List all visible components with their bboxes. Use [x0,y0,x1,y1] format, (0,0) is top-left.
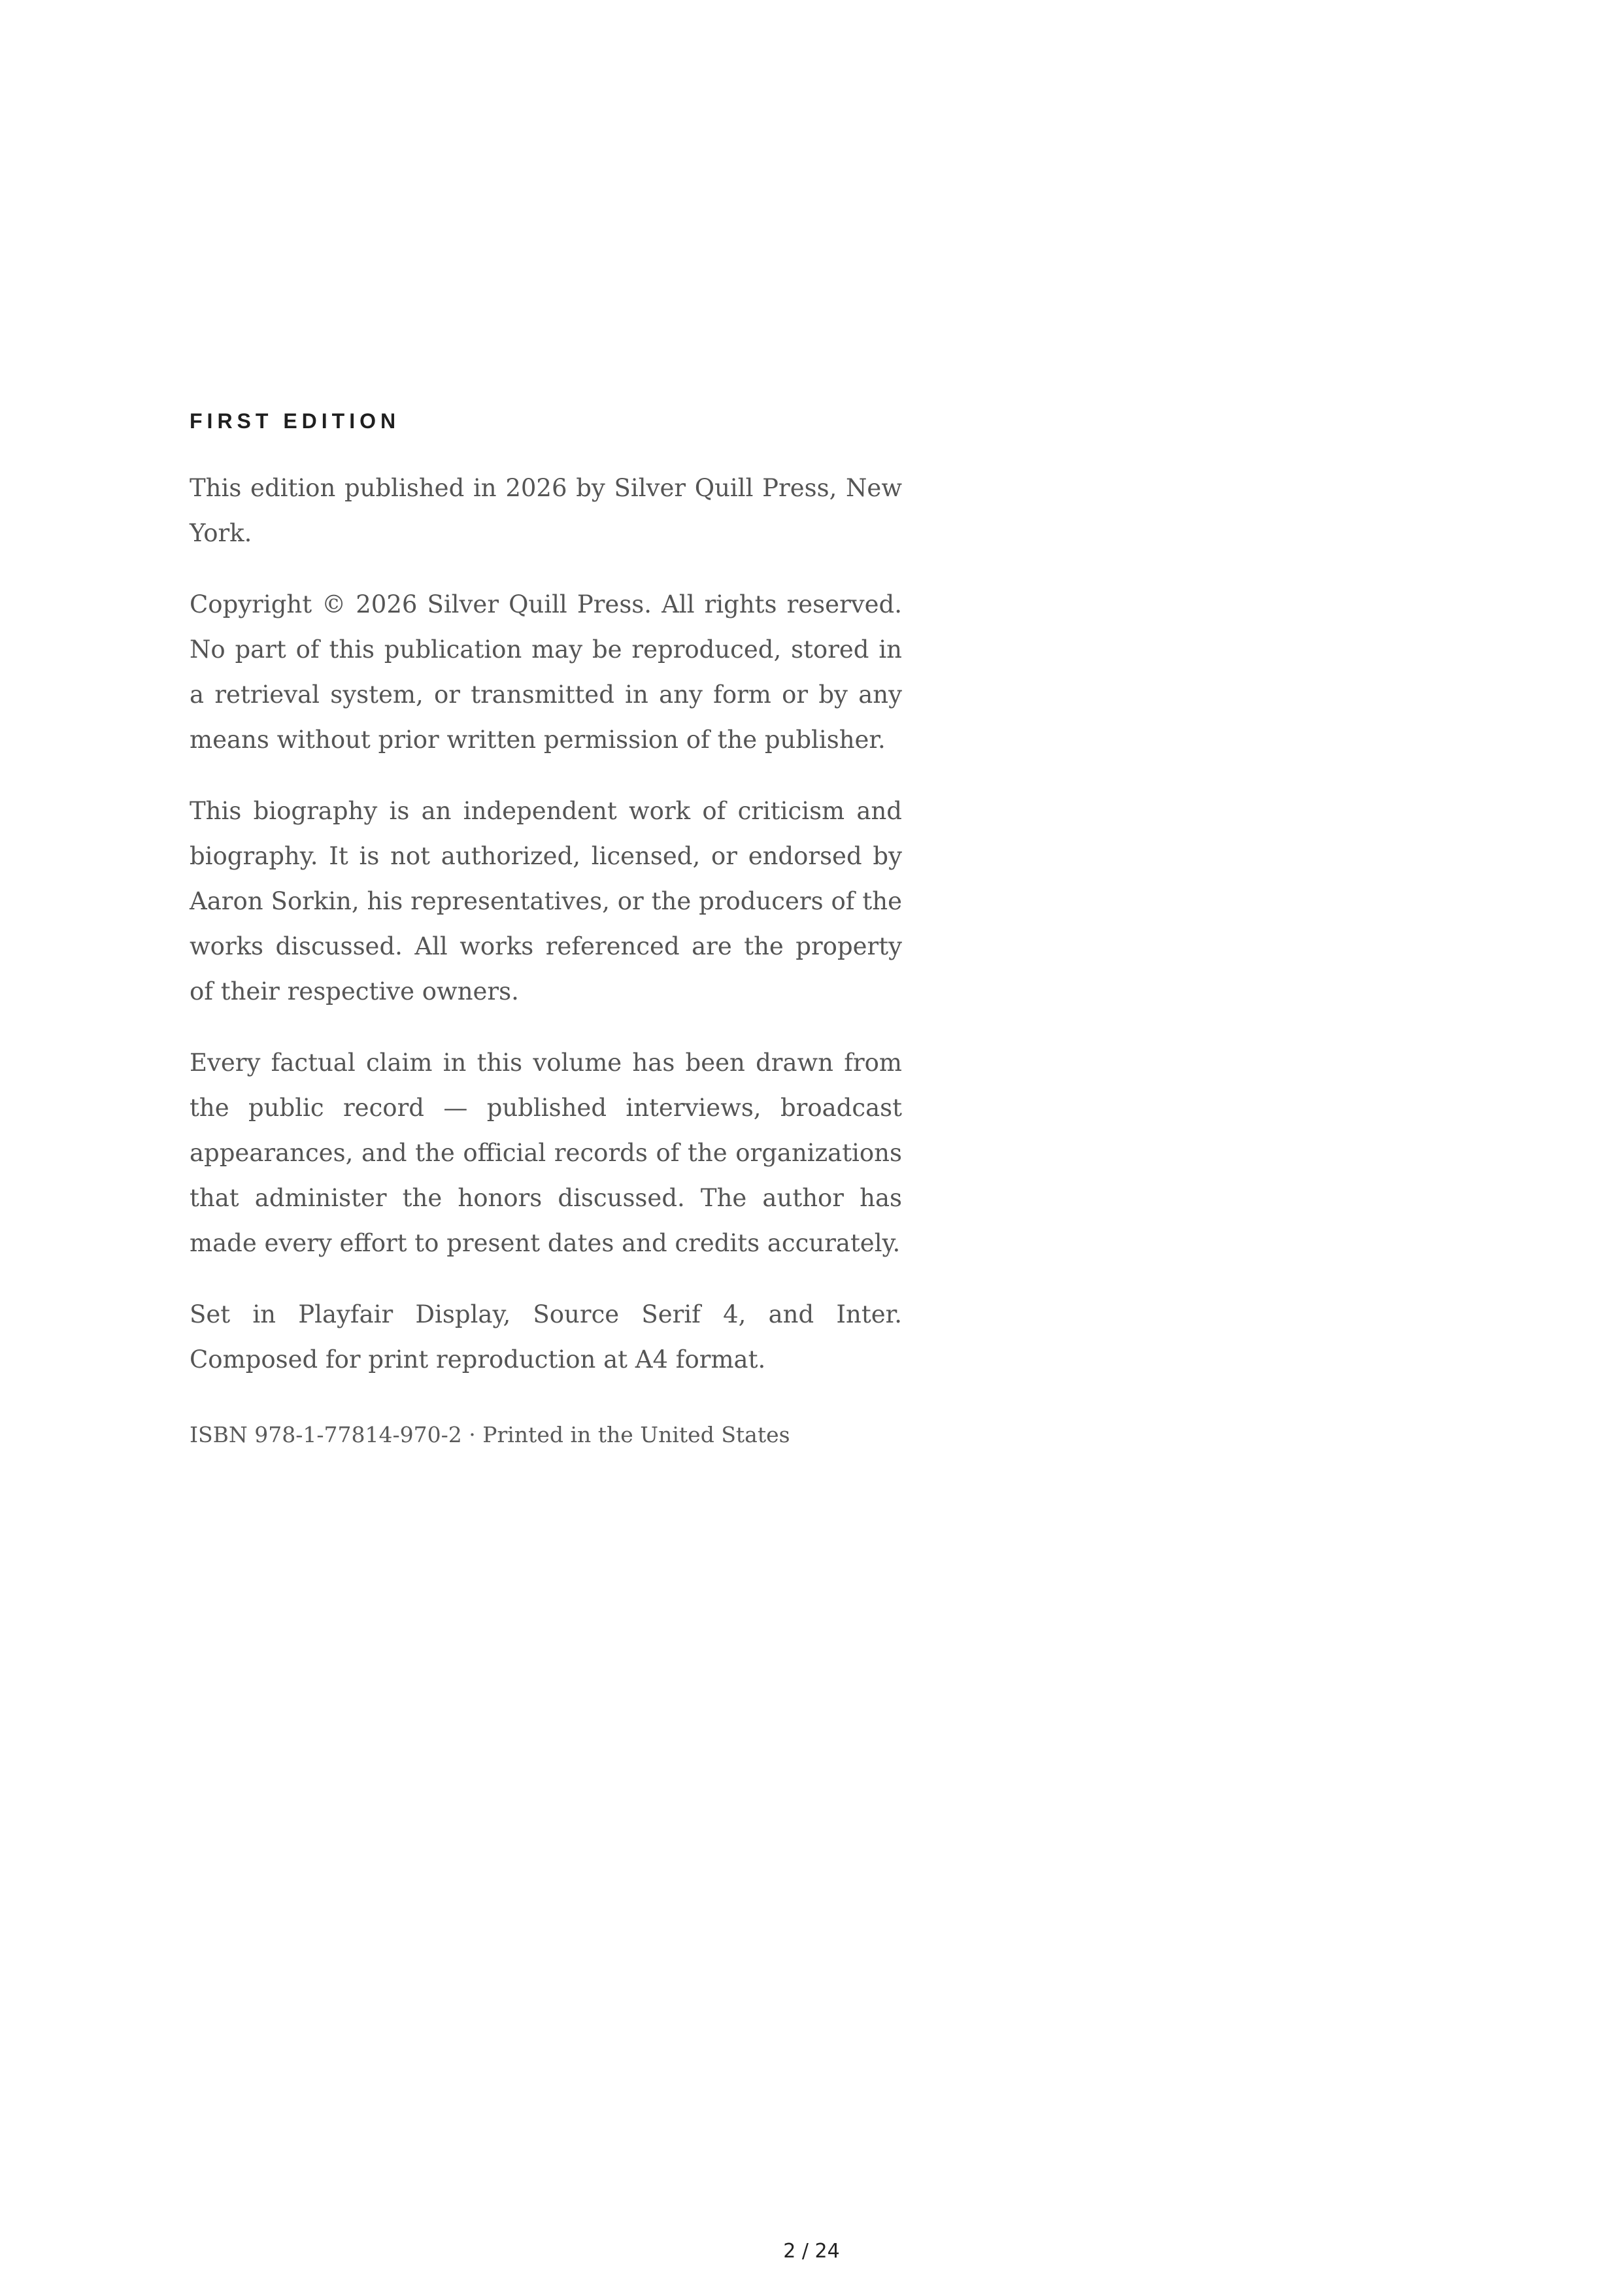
independence-disclaimer: This biography is an independent work of criticism and biography. It is not authorized, licensed, or endorsed by Aaron Sorkin, his representatives, or the producers of the works discussed. All works referenced are the property of their respective owners. [190,797,902,1005]
page-number: 2 / 24 [783,2240,840,2263]
sources-statement: Every factual claim in this volume has been drawn from the public record — published interviews, broadcast appearances, and the official records of the organizations that administer the honors discussed. The author has made every effort to present dates and credits accurately. [190,1049,902,1257]
edition-label: FIRST EDITION [190,409,401,433]
isbn-line: ISBN 978-1-77814-970-2 · Printed in the United States [190,1422,790,1447]
copyright-notice: Copyright © 2026 Silver Quill Press. All rights reserved. No part of this publication may be reproduced, stored in a retrieval system, or transmitted in any form or by any means without prior written permission of the publisher. [190,590,902,754]
typography-note: Set in Playfair Display, Source Serif 4, and Inter. Composed for print reproduction at A4 format. [190,1300,902,1374]
publication-statement: This edition published in 2026 by Silver Quill Press, New York. [190,474,902,547]
imprint-block [190,405,902,1451]
